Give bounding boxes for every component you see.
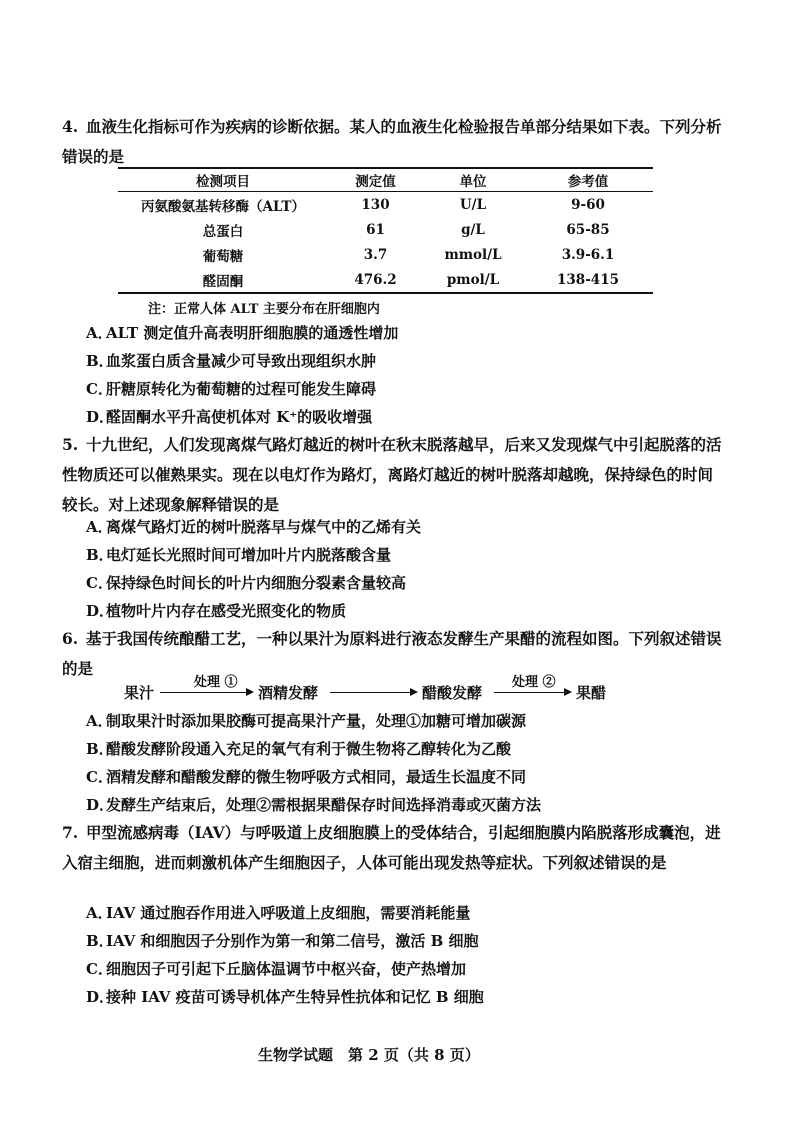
question-6-stem [62,624,722,684]
question-6-option-c [86,766,526,788]
option-letter: C． [86,574,113,592]
question-7-option-b [86,930,479,952]
table-cell: 138-415 [523,267,653,293]
table-note: 注：正常人体 ALT 主要分布在肝细胞内 [148,302,380,317]
table-header-value: 测定值 [328,168,423,192]
table-cell: 65-85 [566,221,610,238]
blood-test-table [118,167,653,294]
table-cell: 3.9-6.1 [561,246,615,263]
option-text: 制取果汁时添加果胶酶可提高果汁产量，处理①加糖可增加碳源 [106,712,527,730]
table-header-unit: 单位 [423,168,523,192]
flow-node-acetic-fermentation: 醋酸发酵 [422,684,483,702]
flow-arrow-3 [494,692,570,693]
option-text: 植物叶片内存在感受光照变化的物质 [106,602,347,620]
option-letter: A． [86,518,113,536]
option-text: 血浆蛋白质含量减少可导致出现组织水肿 [106,352,377,370]
option-text: 保持绿色时间长的叶片内细胞分裂素含量较高 [106,574,407,592]
option-letter: B． [86,546,114,564]
option-letter: D． [86,408,115,426]
option-letter: C． [86,768,113,786]
table-cell: 9-60 [571,196,605,213]
option-letter: D． [86,988,115,1006]
question-4-text: 血液生化指标可作为疾病的诊断依据。某人的血液生化检验报告单部分结果如下表。下列分析错误的是 [62,117,722,166]
option-text: 电灯延长光照时间可增加叶片内脱落酸含量 [106,546,392,564]
question-6-option-b [86,738,511,760]
fermentation-flow-diagram [124,676,624,702]
question-4-stem [62,112,722,172]
table-cell: U/L [459,196,487,213]
question-6-number: 6. [62,629,79,648]
table-cell: 醛固酮 [118,267,328,293]
question-6-text: 基于我国传统酿醋工艺，一种以果汁为原料进行液态发酵生产果醋的流程如图。下列叙述错误的是 [62,629,722,678]
table-cell: 130 [361,196,390,213]
table-row [118,192,653,218]
table-cell: pmol/L [423,267,523,293]
question-5-number: 5. [62,435,79,454]
option-text: 醋酸发酵阶段通入充足的氧气有利于微生物将乙醇转化为乙酸 [106,740,512,758]
flow-node-fruit-vinegar: 果醋 [576,684,607,702]
question-7-option-c [86,958,466,980]
option-letter: A． [86,712,113,730]
question-5-stem [62,430,722,520]
option-letter: B． [86,352,114,370]
option-text: 离煤气路灯近的树叶脱落早与煤气中的乙烯有关 [106,518,422,536]
option-text: IAV 通过胞吞作用进入呼吸道上皮细胞，需要消耗能量 [106,904,471,922]
option-letter: B． [86,740,114,758]
question-7-stem [62,818,722,878]
option-letter: A． [86,324,113,342]
option-text: 细胞因子可引起下丘脑体温调节中枢兴奋，使产热增加 [106,960,467,978]
question-5-option-b [86,544,391,566]
table-header-reference: 参考值 [523,168,653,192]
option-text: 醛固酮水平升高使机体对 K⁺的吸收增强 [106,408,373,426]
question-7-option-a [86,902,470,924]
flow-label-process-2: 处理 ② [512,675,556,690]
option-letter: D． [86,602,115,620]
question-4-option-d [86,406,372,428]
option-letter: C． [86,960,113,978]
option-letter: D． [86,796,115,814]
flow-label-process-1: 处理 ① [194,675,238,690]
option-letter: B． [86,932,114,950]
option-letter: C． [86,380,113,398]
question-4-option-b [86,350,376,372]
table-row [118,242,653,267]
table-cell: 葡萄糖 [202,248,244,265]
page-footer: 生物学试题 第 2 页（共 8 页） [258,1046,480,1064]
question-6-option-d [86,794,541,816]
question-4-option-c [86,378,376,400]
question-4-number: 4. [62,117,79,136]
flow-arrow-2 [330,692,416,693]
question-7-number: 7. [62,823,79,842]
question-5-text: 十九世纪，人们发现离煤气路灯越近的树叶在秋末脱落越早，后来又发现煤气中引起脱落的活性物质还可以催熟果实。现在以电灯作为路灯，离路灯越近的树叶脱落却越晚，保持绿色的时间较长。对上述现象解释错误的是 [62,435,722,514]
option-text: 接种 IAV 疫苗可诱导机体产生特异性抗体和记忆 B 细胞 [106,988,484,1006]
table-header-row [118,168,653,192]
option-text: 肝糖原转化为葡萄糖的过程可能发生障碍 [106,380,377,398]
table-cell: 总蛋白 [202,223,244,240]
flow-arrow-1 [160,692,252,693]
question-5-option-a [86,516,421,538]
table-cell: 丙氨酸氨基转移酶（ALT） [141,198,305,215]
flow-node-juice: 果汁 [124,684,155,702]
table-cell: 3.7 [363,246,388,263]
question-6-option-a [86,710,526,732]
option-text: 发酵生产结束后，处理②需根据果醋保存时间选择消毒或灭菌方法 [106,796,542,814]
flow-node-alcohol-fermentation: 酒精发酵 [258,684,319,702]
table-cell: 61 [366,221,385,238]
option-text: ALT 测定值升高表明肝细胞膜的通透性增加 [106,324,399,342]
table-cell: 476.2 [328,267,423,293]
table-cell: g/L [461,221,485,238]
question-5-option-c [86,572,406,594]
table-row [118,217,653,242]
option-letter: A． [86,904,113,922]
option-text: 酒精发酵和醋酸发酵的微生物呼吸方式相同，最适生长温度不同 [106,768,527,786]
question-7-option-d [86,986,484,1008]
table-row [118,267,653,293]
question-4-option-a [86,322,398,344]
option-text: IAV 和细胞因子分别作为第一和第二信号，激活 B 细胞 [106,932,479,950]
question-5-option-d [86,600,346,622]
table-header-item: 检测项目 [118,168,328,192]
table-cell: mmol/L [444,246,502,263]
question-7-text: 甲型流感病毒（IAV）与呼吸道上皮细胞膜上的受体结合，引起细胞膜内陷脱落形成囊泡，进入宿主细胞，进而刺激机体产生细胞因子，人体可能出现发热等症状。下列叙述错误的是 [62,823,721,872]
